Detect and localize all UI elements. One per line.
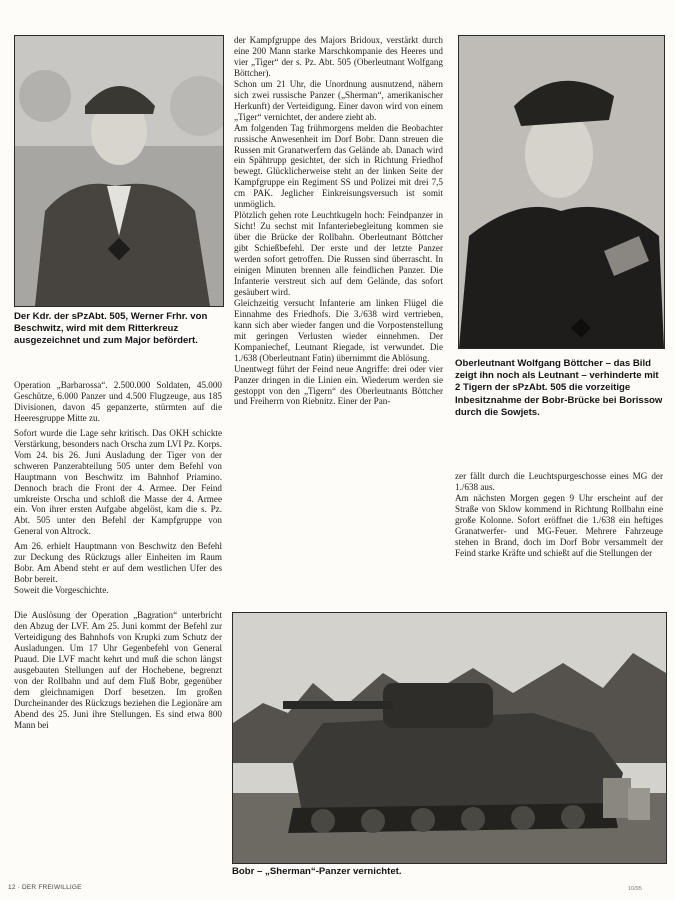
commander-photo [14,35,224,307]
page-footer-right: 10/95 [628,886,642,892]
boetticher-photo [458,35,665,349]
sherman-photo-image [233,613,666,863]
paragraph: Operation „Barbarossa“. 2.500.000 Soldaten, 45.000 Geschütze, 6.000 Panzer und 4.500 Flugzeuge, aus 185 Divisionen, davon 45 gepanzerte, stürmten auf die Heeresgruppe Mitte zu. [14,380,222,423]
column-right [455,471,663,559]
boetticher-photo-caption: Oberleutnant Wolfgang Böttcher – das Bild zeigt ihn noch als Leutnant – verhinderte mit 2 Tigern der sPzAbt. 505 die vorzeitige Inbesitznahme der Bobr-Brücke bei Borissow durch die Sowjets. [455,358,663,418]
column-left [14,380,222,735]
paragraph: der Kampfgruppe des Majors Bridoux, verstärkt durch eine 200 Mann starke Marschkompanie des Heeres und vier „Tiger“ der s. Pz. Abt. 505 (Oberleutnant Wolfgang Böttcher). [234,35,443,78]
paragraph: zer fällt durch die Leuchtspurgeschosse eines MG der 1./638 aus. [455,471,663,492]
paragraph: Plötzlich gehen rote Leuchtkugeln hoch: Feindpanzer in Sicht! Zu sechst mit Infanteriebegleitung kommen sie über die Brücke der Rollbahn. Oberleutnant Böttcher gibt Schießbefehl. Der erste und der letzte Panzer werden sofort getroffen. Die Russen sind überrascht. In einigen Minuten brennen alle feindlichen Panzer. Die Infanterie verstreut sich auf dem Gelände, das sofort gesäubert wird. [234,210,443,297]
paragraph: Soweit die Vorgeschichte. [14,585,109,596]
commander-photo-caption: Der Kdr. der sPzAbt. 505, Werner Frhr. von Beschwitz, wird mit dem Ritterkreuz ausgezeichnet und zum Major befördert. [14,311,208,347]
paragraph: Gleichzeitig versucht Infanterie am linken Flügel die Einnahme des Friedhofs. Die 3./638 wird vertrieben, kann sich aber wieder fangen und die Vorpostenstellung mit geringen Verlusten wieder einnehmen. Der Kompaniechef, Leutnant Riegade, ist verwundet. Die 1./638 (Oberleutnant Fatin) übernimmt die Ablösung. [234,297,443,363]
column-middle [234,35,443,407]
paragraph: Unentwegt führt der Feind neue Angriffe: drei oder vier Panzer dringen in die Linien ein. Wiederum werden sie gestoppt von den „Tigern“ des Oberleutnants Böttcher und Freiherrn von Riebnitz. Einer der Pan- [234,363,443,407]
boetticher-photo-image [459,36,664,348]
sherman-photo-caption: Bobr – „Sherman“-Panzer vernichtet. [232,866,402,877]
paragraph: Sofort wurde die Lage sehr kritisch. Das OKH schickte Verstärkung, besonders nach Orscha zum LVI Pz. Korps. Vom 24. bis 26. Juni Ausladung der Tiger von der schweren Panzerabteilung 505 unter dem Befehl von Hauptmann von Beschwitz im Bahnhof Priamino. Dennoch brach die Front der 4. Armee. Der Feind umkreiste Orscha und schloß die Masse der 4. Armee ein. Von ihrer ersten Aufgabe abgelöst, kam die s. Pz. Abt. 505 unter den Befehl der Kampfgruppe von General von Altrock. [14,427,222,537]
paragraph: Am 26. erhielt Hauptmann von Beschwitz den Befehl zur Deckung des Rückzugs aller Einheiten im Raum Bobr. Am Abend steht er auf dem westlichen Ufer des Bobr bereit. [14,541,222,585]
sherman-photo [232,612,667,864]
commander-photo-image [15,36,223,306]
paragraph: Am nächsten Morgen gegen 9 Uhr erscheint auf der Straße von Sklow kommend in Richtung Rollbahn eine große Kolonne. Sofort eröffnet die 1./638 ein heftiges Granatwerfer- und MG-Feuer. Mehrere Fahrzeuge stehen in Brand, doch im Dorf Bobr versammelt der Feind starke Kräfte und schießt auf die Stellungen der [455,492,663,558]
page-footer-left: 12 · DER FREIWILLIGE [8,884,82,891]
paragraph: Schon um 21 Uhr, die Unordnung ausnutzend, nähern sich zwei russische Panzer („Sherman“, amerikanischer Herkunft) der Verteidigung. Einer davon wird von einem „Tiger“ vernichtet, der andere zieht ab. [234,78,443,122]
paragraph: Am folgenden Tag frühmorgens melden die Beobachter russische Anwesenheit im Dorf Bobr. Dann streuen die Russen mit Granatwerfern das Gelände ab. Danach wird ein Spähtrupp gesichtet, der sich in Richtung Friedhof bewegt. Glücklicherweise steht an der linken Seite der Kampfgruppe ein Regiment SS und Polizei mit drei 7,5 cm PAK. Jeglicher Einkreisungsversuch ist somit unmöglich. [234,122,443,210]
paragraph: Die Auslösung der Operation „Bagration“ unterbricht den Abzug der LVF. Am 25. Juni kommt der Befehl zur Verteidigung des Bahnhofs von Krupki zum Schutz der Ausladungen. Um 17 Uhr Gegenbefehl von General Puaud. Die LVF macht kehrt und muß die schon längst ausgebauten Stellungen auf der Hochebene, begrenzt von der Rollbahn und auf dem Fluß Bobr, gegenüber dem gleichnamigen Dorf besetzen. Im großen Durcheinander des Rückzugs beziehen die Legionäre am Abend des 25. Juni ihre Stellungen. Es sind etwa 800 Mann bei [14,610,222,730]
